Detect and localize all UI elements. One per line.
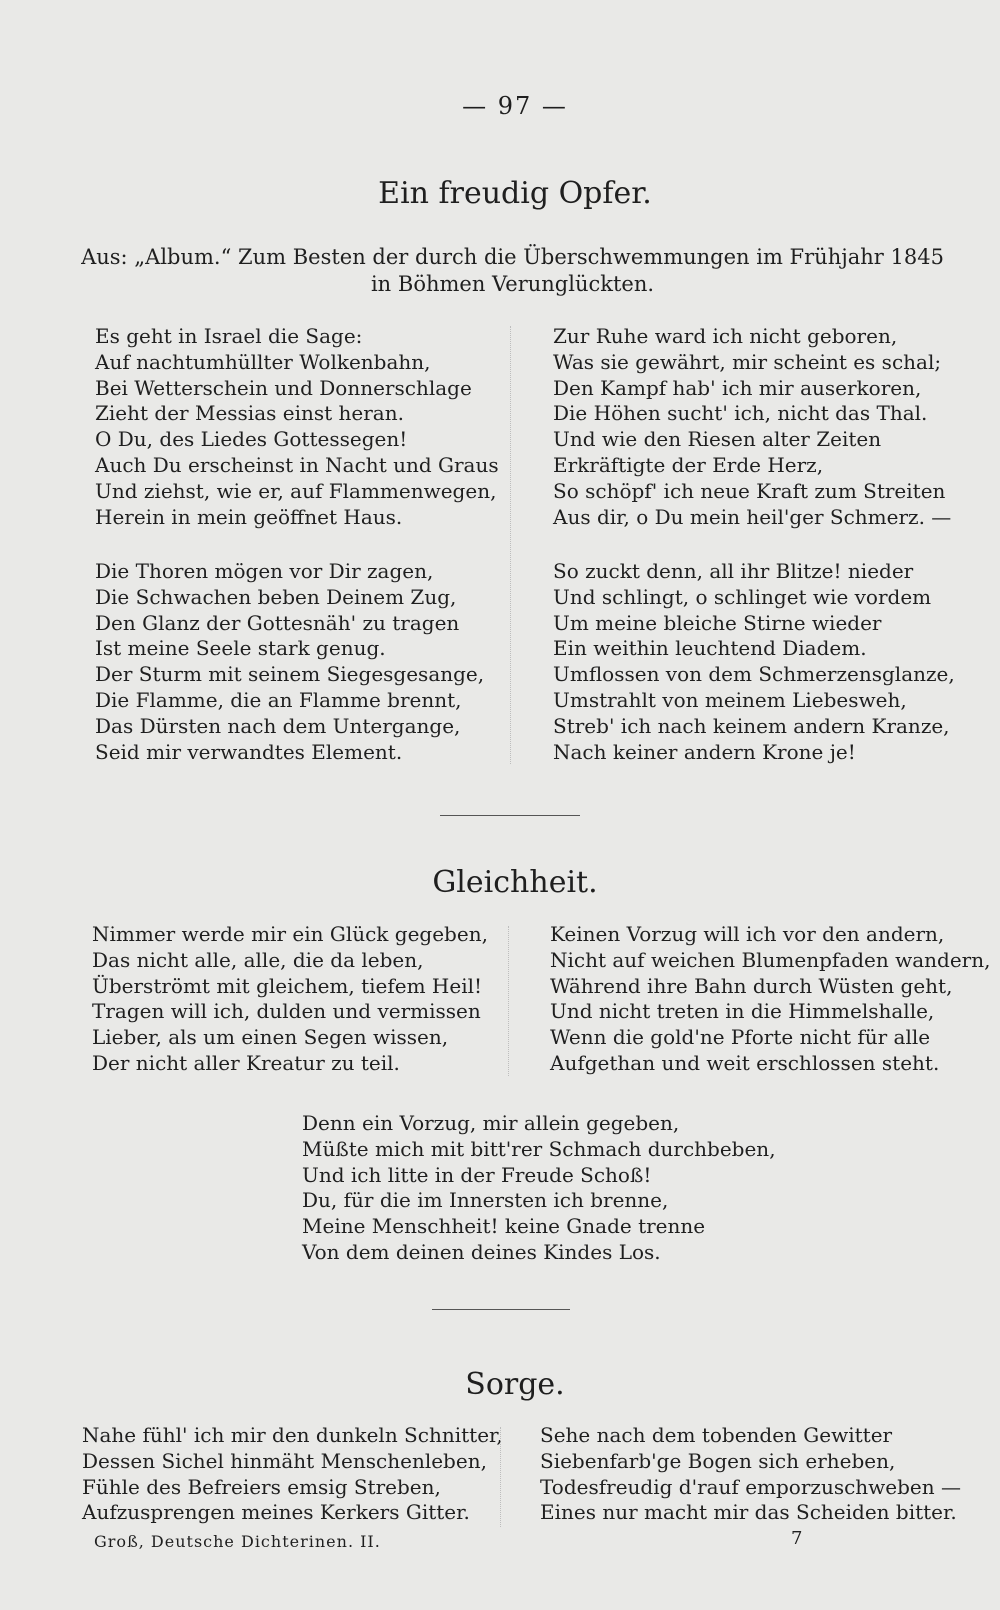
poem1-stanza-left-b (95, 559, 484, 765)
verse-line: Den Kampf hab' ich mir auserkoren, (553, 375, 922, 400)
verse-line: Nahe fühl' ich mir den dunkeln Schnitter, (82, 1423, 503, 1447)
section-rule-2 (432, 1309, 570, 1310)
verse-line: Während ihre Bahn durch Wüsten geht, (550, 973, 953, 998)
verse-line: Aufgethan und weit erschlossen steht. (550, 1050, 940, 1075)
column-divider-2 (508, 926, 509, 1076)
verse-line: Umstrahlt von meinem Liebesweh, (553, 687, 907, 712)
poem3-stanza-left (82, 1423, 503, 1526)
verse-line: O Du, des Liedes Gottessegen! (95, 427, 408, 452)
verse-line: Erkräftigte der Erde Herz, (553, 452, 824, 477)
verse-line: Auch Du erscheinst in Nacht und Graus (95, 452, 499, 477)
poem2-stanza-center (302, 1111, 776, 1266)
verse-line: Denn ein Vorzug, mir allein gegeben, (302, 1111, 680, 1135)
verse-line: Aus dir, o Du mein heil'ger Schmerz. — (553, 504, 952, 529)
verse-line: Seid mir verwandtes Element. (95, 739, 403, 764)
verse-line: So zuckt denn, all ihr Blitze! nieder (553, 559, 914, 583)
verse-line: Ein weithin leuchtend Diadem. (553, 636, 867, 661)
verse-line: So schöpf' ich neue Kraft zum Streiten (553, 478, 946, 503)
verse-line: Bei Wetterschein und Donnerschlage (95, 375, 472, 400)
verse-line: Die Flamme, die an Flamme brennt, (95, 687, 462, 712)
section-rule-1 (440, 815, 580, 816)
footer-sheet-number: 7 (791, 1528, 804, 1549)
verse-line: Das Dürsten nach dem Untergange, (95, 713, 461, 738)
verse-line: Streb' ich nach keinem andern Kranze, (553, 713, 950, 738)
verse-line: Das nicht alle, alle, die da leben, (92, 947, 424, 972)
verse-line: Meine Menschheit! keine Gnade trenne (302, 1214, 706, 1239)
column-divider-1 (510, 326, 511, 764)
poem3-stanza-right (540, 1423, 961, 1526)
verse-line: Zur Ruhe ward ich nicht geboren, (553, 324, 898, 348)
verse-line: Nimmer werde mir ein Glück gegeben, (92, 922, 488, 946)
verse-line: Und ich litte in der Freude Schoß! (302, 1162, 652, 1187)
verse-line: Fühle des Befreiers emsig Streben, (82, 1474, 441, 1499)
verse-line: Was sie gewährt, mir scheint es schal; (553, 349, 942, 374)
verse-line: Überströmt mit gleichem, tiefem Heil! (92, 973, 483, 998)
poem1-stanza-right-a (553, 324, 951, 530)
poem2-stanza-left (92, 922, 488, 1077)
verse-line: Den Glanz der Gottesnäh' zu tragen (95, 610, 460, 635)
verse-line: Keinen Vorzug will ich vor den andern, (550, 922, 945, 946)
verse-line: Die Thoren mögen vor Dir zagen, (95, 559, 434, 583)
verse-line: Herein in mein geöffnet Haus. (95, 504, 403, 529)
poem1-stanza-right-b (553, 559, 955, 765)
poem2-stanza-right (550, 922, 990, 1077)
verse-line: Von dem deinen deines Kindes Los. (302, 1239, 661, 1264)
verse-line: Nach keiner andern Krone je! (553, 739, 856, 764)
verse-line: Und ziehst, wie er, auf Flammenwegen, (95, 478, 497, 503)
poem-intro-1: Aus: „Album.“ Zum Besten der durch die Überschwemmungen im Frühjahr 1845 in Böhmen Verunglückten. (81, 245, 944, 296)
poem-title-2: Gleichheit. (432, 865, 598, 900)
verse-line: Wenn die gold'ne Pforte nicht für alle (550, 1025, 931, 1050)
verse-line: Und wie den Riesen alter Zeiten (553, 427, 882, 452)
verse-line: Die Höhen sucht' ich, nicht das Thal. (553, 401, 928, 426)
verse-line: Lieber, als um einen Segen wissen, (92, 1025, 449, 1050)
verse-line: Es geht in Israel die Sage: (95, 324, 363, 348)
verse-line: Siebenfarb'ge Bogen sich erheben, (540, 1448, 896, 1473)
verse-line: Eines nur macht mir das Scheiden bitter. (540, 1500, 957, 1525)
verse-line: Sehe nach dem tobenden Gewitter (540, 1423, 893, 1447)
verse-line: Aufzusprengen meines Kerkers Gitter. (82, 1500, 470, 1525)
poem-title-3: Sorge. (465, 1367, 565, 1402)
verse-line: Die Schwachen beben Deinem Zug, (95, 584, 457, 609)
verse-line: Zieht der Messias einst heran. (95, 401, 404, 426)
footer-signature: Groß, Deutsche Dichterinen. II. (94, 1532, 381, 1551)
verse-line: Dessen Sichel hinmäht Menschenleben, (82, 1448, 487, 1473)
verse-line: Umflossen von dem Schmerzensglanze, (553, 662, 955, 687)
verse-line: Nicht auf weichen Blumenpfaden wandern, (550, 947, 991, 972)
page-number: — 97 — (462, 92, 568, 120)
verse-line: Um meine bleiche Stirne wieder (553, 610, 882, 635)
verse-line: Todesfreudig d'rauf emporzuschweben — (540, 1474, 961, 1499)
verse-line: Müßte mich mit bitt'rer Schmach durchbeben, (302, 1136, 776, 1161)
verse-line: Der Sturm mit seinem Siegesgesange, (95, 662, 485, 687)
column-divider-3 (500, 1427, 501, 1527)
poem1-stanza-left-a (95, 324, 499, 530)
verse-line: Und schlingt, o schlinget wie vordem (553, 584, 932, 609)
verse-line: Ist meine Seele stark genug. (95, 636, 386, 661)
verse-line: Tragen will ich, dulden und vermissen (92, 999, 481, 1024)
verse-line: Der nicht aller Kreatur zu teil. (92, 1050, 400, 1075)
verse-line: Auf nachtumhüllter Wolkenbahn, (95, 349, 431, 374)
verse-line: Und nicht treten in die Himmelshalle, (550, 999, 935, 1024)
verse-line: Du, für die im Innersten ich brenne, (302, 1188, 669, 1213)
poem-title-1: Ein freudig Opfer. (378, 176, 652, 211)
